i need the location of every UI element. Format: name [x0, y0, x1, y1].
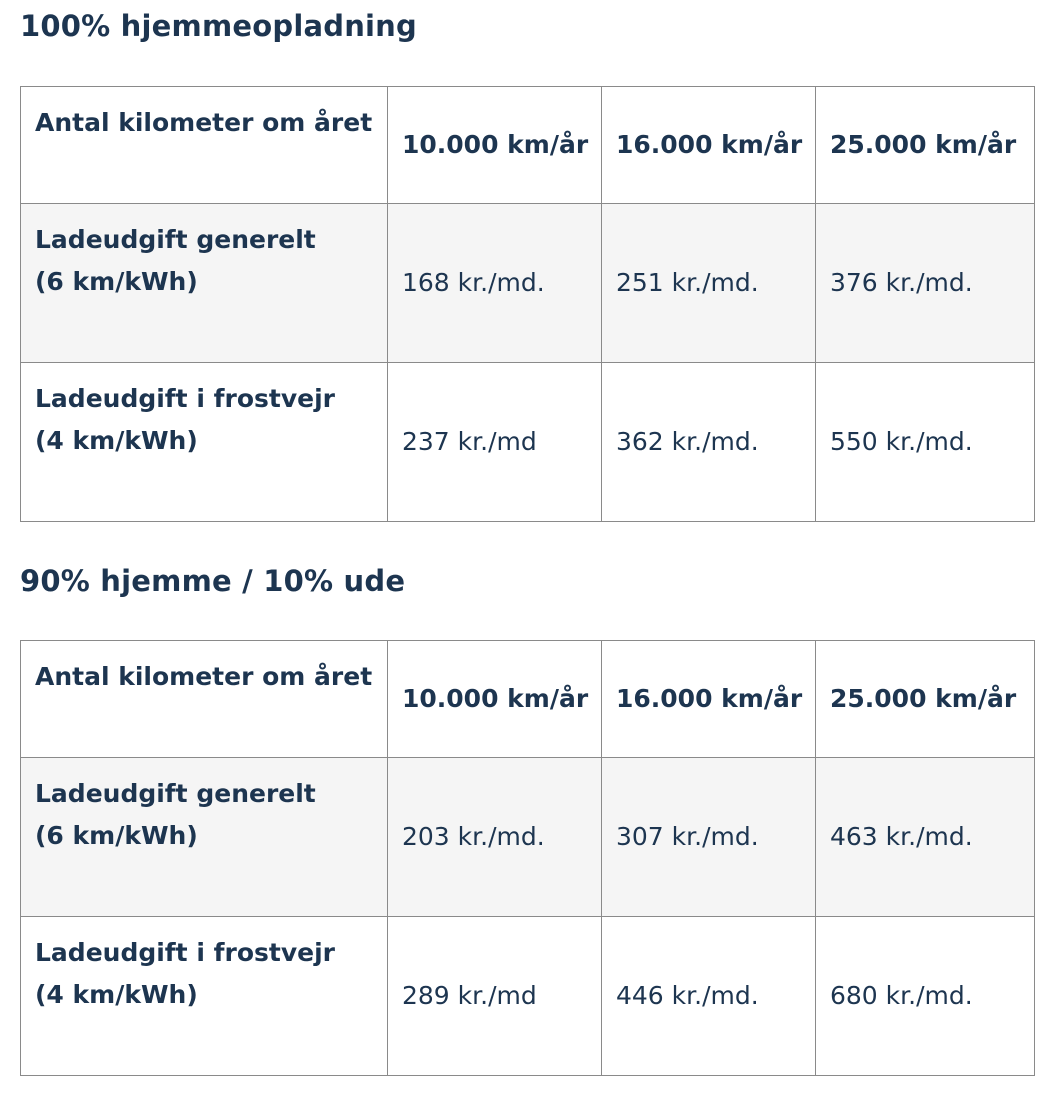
- header-cell-16000: 16.000 km/år: [602, 87, 816, 204]
- value-cell: 362 kr./md.: [602, 363, 816, 522]
- value-cell: 463 kr./md.: [816, 758, 1035, 917]
- row-label-line: Ladeudgift generelt: [35, 225, 316, 254]
- header-cell-25000: 25.000 km/år: [816, 87, 1035, 204]
- row-label-frost: [21, 363, 388, 522]
- row-label-general: [21, 758, 388, 917]
- value-cell: 251 kr./md.: [602, 204, 816, 363]
- table-row-frost: [21, 363, 1035, 522]
- header-label-cell: Antal kilometer om året: [21, 641, 388, 758]
- value-cell: 203 kr./md.: [388, 758, 602, 917]
- table-header-row: [21, 641, 1035, 758]
- row-label-line: Ladeudgift i frostvejr: [35, 938, 335, 967]
- value-cell: 289 kr./md: [388, 917, 602, 1076]
- section-title-mixed-charging: 90% hjemme / 10% ude: [20, 564, 406, 598]
- header-cell-16000: 16.000 km/år: [602, 641, 816, 758]
- table-row-frost: [21, 917, 1035, 1076]
- table-row-general: [21, 204, 1035, 363]
- value-cell: 446 kr./md.: [602, 917, 816, 1076]
- section-title-home-charging: 100% hjemmeopladning: [20, 9, 417, 43]
- value-cell: 550 kr./md.: [816, 363, 1035, 522]
- row-label-efficiency: (6 km/kWh): [35, 267, 198, 296]
- charging-cost-table-home: [20, 86, 1035, 522]
- row-label-efficiency: (6 km/kWh): [35, 821, 198, 850]
- header-label-cell: Antal kilometer om året: [21, 87, 388, 204]
- header-cell-25000: 25.000 km/år: [816, 641, 1035, 758]
- value-cell: 680 kr./md.: [816, 917, 1035, 1076]
- charging-cost-table-mixed: [20, 640, 1035, 1076]
- table-header-row: [21, 87, 1035, 204]
- header-cell-10000: 10.000 km/år: [388, 87, 602, 204]
- row-label-line: Ladeudgift i frostvejr: [35, 384, 335, 413]
- row-label-efficiency: (4 km/kWh): [35, 426, 198, 455]
- value-cell: 376 kr./md.: [816, 204, 1035, 363]
- row-label-general: [21, 204, 388, 363]
- value-cell: 307 kr./md.: [602, 758, 816, 917]
- table-row-general: [21, 758, 1035, 917]
- header-cell-10000: 10.000 km/år: [388, 641, 602, 758]
- row-label-efficiency: (4 km/kWh): [35, 980, 198, 1009]
- row-label-line: Ladeudgift generelt: [35, 779, 316, 808]
- row-label-frost: [21, 917, 388, 1076]
- value-cell: 168 kr./md.: [388, 204, 602, 363]
- value-cell: 237 kr./md: [388, 363, 602, 522]
